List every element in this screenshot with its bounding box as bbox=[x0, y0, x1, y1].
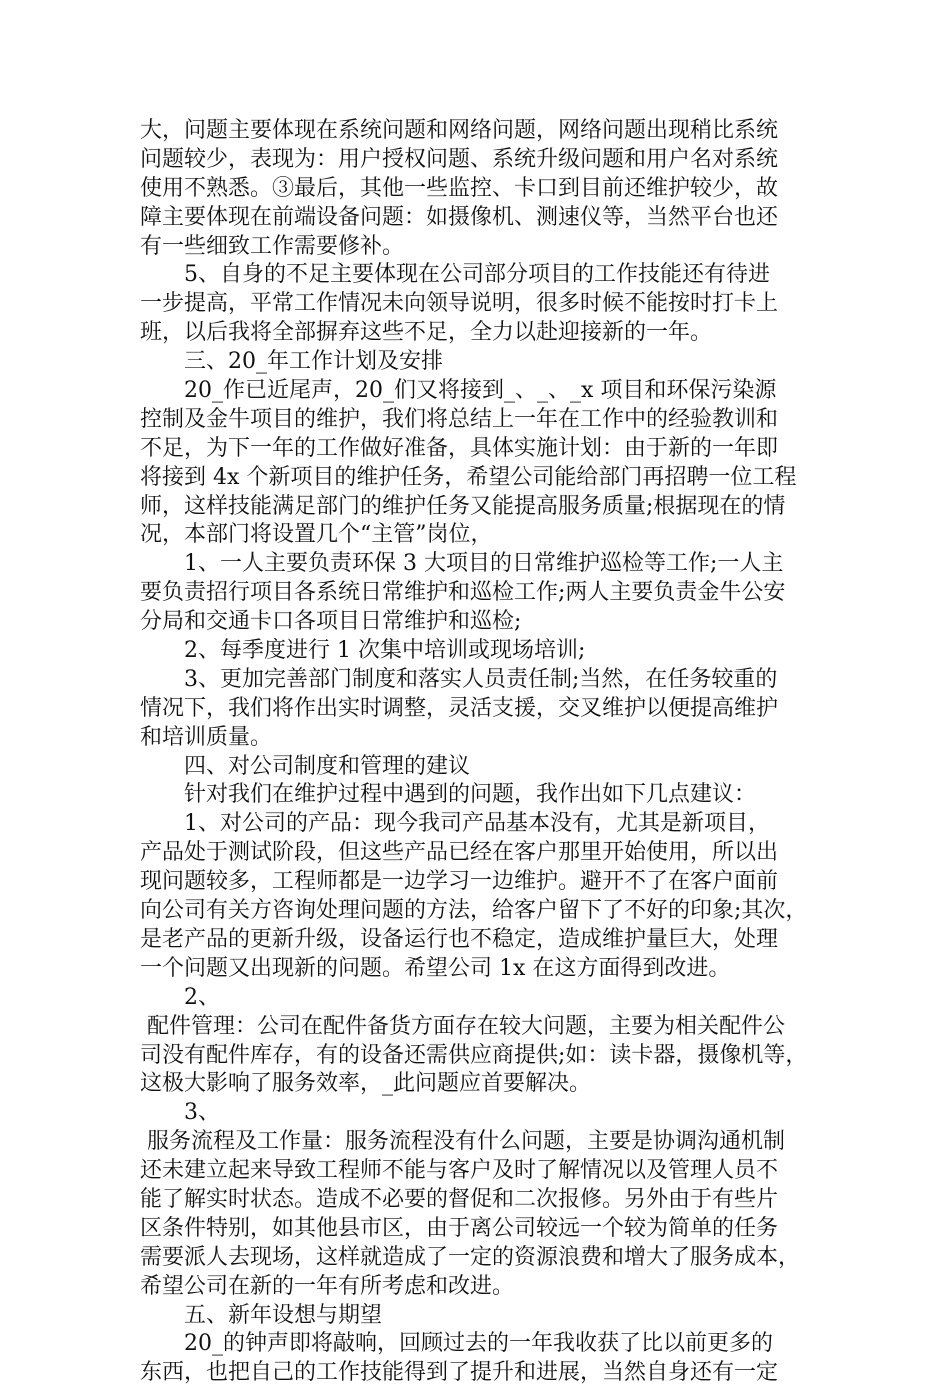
text-line: 一个问题又出现新的问题。希望公司 1x 在这方面得到改进。 bbox=[140, 955, 731, 981]
text-line: 师，这样技能满足部门的维护任务又能提高服务质量;根据现在的情 bbox=[140, 493, 786, 519]
text-line: 2、每季度进行 1 次集中培训或现场培训; bbox=[140, 638, 586, 664]
text-line: 2、 bbox=[140, 984, 220, 1010]
text-line: 五、新年设想与期望 bbox=[140, 1302, 383, 1328]
text-line: 一步提高，平常工作情况未向领导说明，很多时候不能按时打卡上 bbox=[140, 291, 779, 317]
text-line: 还未建立起来导致工程师不能与客户及时了解情况以及管理人员不 bbox=[140, 1158, 779, 1184]
text-line: 班，以后我将全部摒弃这些不足，全力以赴迎接新的一年。 bbox=[140, 320, 713, 346]
text-line: 配件管理：公司在配件备货方面存在较大问题，主要为相关配件公 bbox=[140, 1013, 785, 1039]
text-line: 服务流程及工作量：服务流程没有什么问题，主要是协调沟通机制 bbox=[140, 1129, 785, 1155]
text-line: 20_作已近尾声，20_们又将接到_、_、_x 项目和环保污染源 bbox=[140, 378, 777, 404]
text-line: 控制及金牛项目的维护，我们将总结上一年在工作中的经验教训和 bbox=[140, 406, 779, 432]
text-line: 况，本部门将设置几个“主管”岗位， bbox=[140, 522, 493, 548]
text-line: 三、20_年工作计划及安排 bbox=[140, 349, 443, 375]
text-line: 将接到 4x 个新项目的维护任务，希望公司能给部门再招聘一位工程 bbox=[140, 464, 797, 490]
text-line: 东西，也把自己的工作技能得到了提升和进展，当然自身还有一定 bbox=[140, 1360, 779, 1386]
text-line: 针对我们在维护过程中遇到的问题，我作出如下几点建议： bbox=[140, 782, 757, 808]
text-line: 产品处于测试阶段，但这些产品已经在客户那里开始使用，所以出 bbox=[140, 840, 779, 866]
text-line: 1、对公司的产品：现今我司产品基本没有，尤其是新项目， bbox=[140, 811, 770, 837]
text-line: 现问题较多，工程师都是一边学习一边维护。避开不了在客户面前 bbox=[140, 869, 779, 895]
text-line: 区条件特别，如其他县市区，由于离公司较远一个较为简单的任务 bbox=[140, 1215, 779, 1241]
text-line: 分局和交通卡口各项目日常维护和巡检; bbox=[140, 609, 522, 635]
text-line: 是老产品的更新升级，设备运行也不稳定，造成维护量巨大，处理 bbox=[140, 926, 779, 952]
text-line: 3、 bbox=[140, 1100, 220, 1126]
text-line: 1、一人主要负责环保 3 大项目的日常维护巡检等工作;一人主 bbox=[140, 551, 784, 577]
text-line: 希望公司在新的一年有所考虑和改进。 bbox=[140, 1273, 515, 1299]
text-line: 能了解实时状态。造成不必要的督促和二次报修。另外由于有些片 bbox=[140, 1186, 779, 1212]
text-line: 这极大影响了服务效率，_此问题应首要解决。 bbox=[140, 1071, 592, 1097]
text-line: 20_的钟声即将敲响，回顾过去的一年我收获了比以前更多的 bbox=[140, 1331, 773, 1357]
text-line: 司没有配件库存，有的设备还需供应商提供;如：读卡器，摄像机等， bbox=[140, 1042, 808, 1068]
text-line: 障主要体现在前端设备问题：如摄像机、测速仪等，当然平台也还 bbox=[140, 204, 779, 230]
text-line: 向公司有关方咨询处理问题的方法，给客户留下了不好的印象;其次， bbox=[140, 898, 808, 924]
text-line: 需要派人去现场，这样就造成了一定的资源浪费和增大了服务成本， bbox=[140, 1244, 801, 1270]
text-line: 情况下，我们将作出实时调整，灵活支援，交叉维护以便提高维护 bbox=[140, 695, 779, 721]
text-line: 使用不熟悉。③最后，其他一些监控、卡口到目前还维护较少，故 bbox=[140, 175, 779, 201]
text-line: 四、对公司制度和管理的建议 bbox=[140, 753, 471, 779]
text-line: 大，问题主要体现在系统问题和网络问题，网络问题出现稍比系统 bbox=[140, 118, 779, 143]
text-line: 5、自身的不足主要体现在公司部分项目的工作技能还有待进 bbox=[140, 262, 770, 288]
text-line: 和培训质量。 bbox=[140, 724, 273, 750]
text-line: 要负责招行项目各系统日常维护和巡检工作;两人主要负责金牛公安 bbox=[140, 580, 786, 606]
text-line: 3、更加完善部门制度和落实人员责任制;当然，在任务较重的 bbox=[140, 666, 778, 692]
text-line: 问题较少，表现为：用户授权问题、系统升级问题和用户名对系统 bbox=[140, 146, 779, 172]
text-line: 有一些细致工作需要修补。 bbox=[140, 233, 405, 259]
text-line: 不足，为下一年的工作做好准备，具体实施计划：由于新的一年即 bbox=[140, 435, 779, 461]
document-body-text bbox=[140, 117, 820, 1388]
